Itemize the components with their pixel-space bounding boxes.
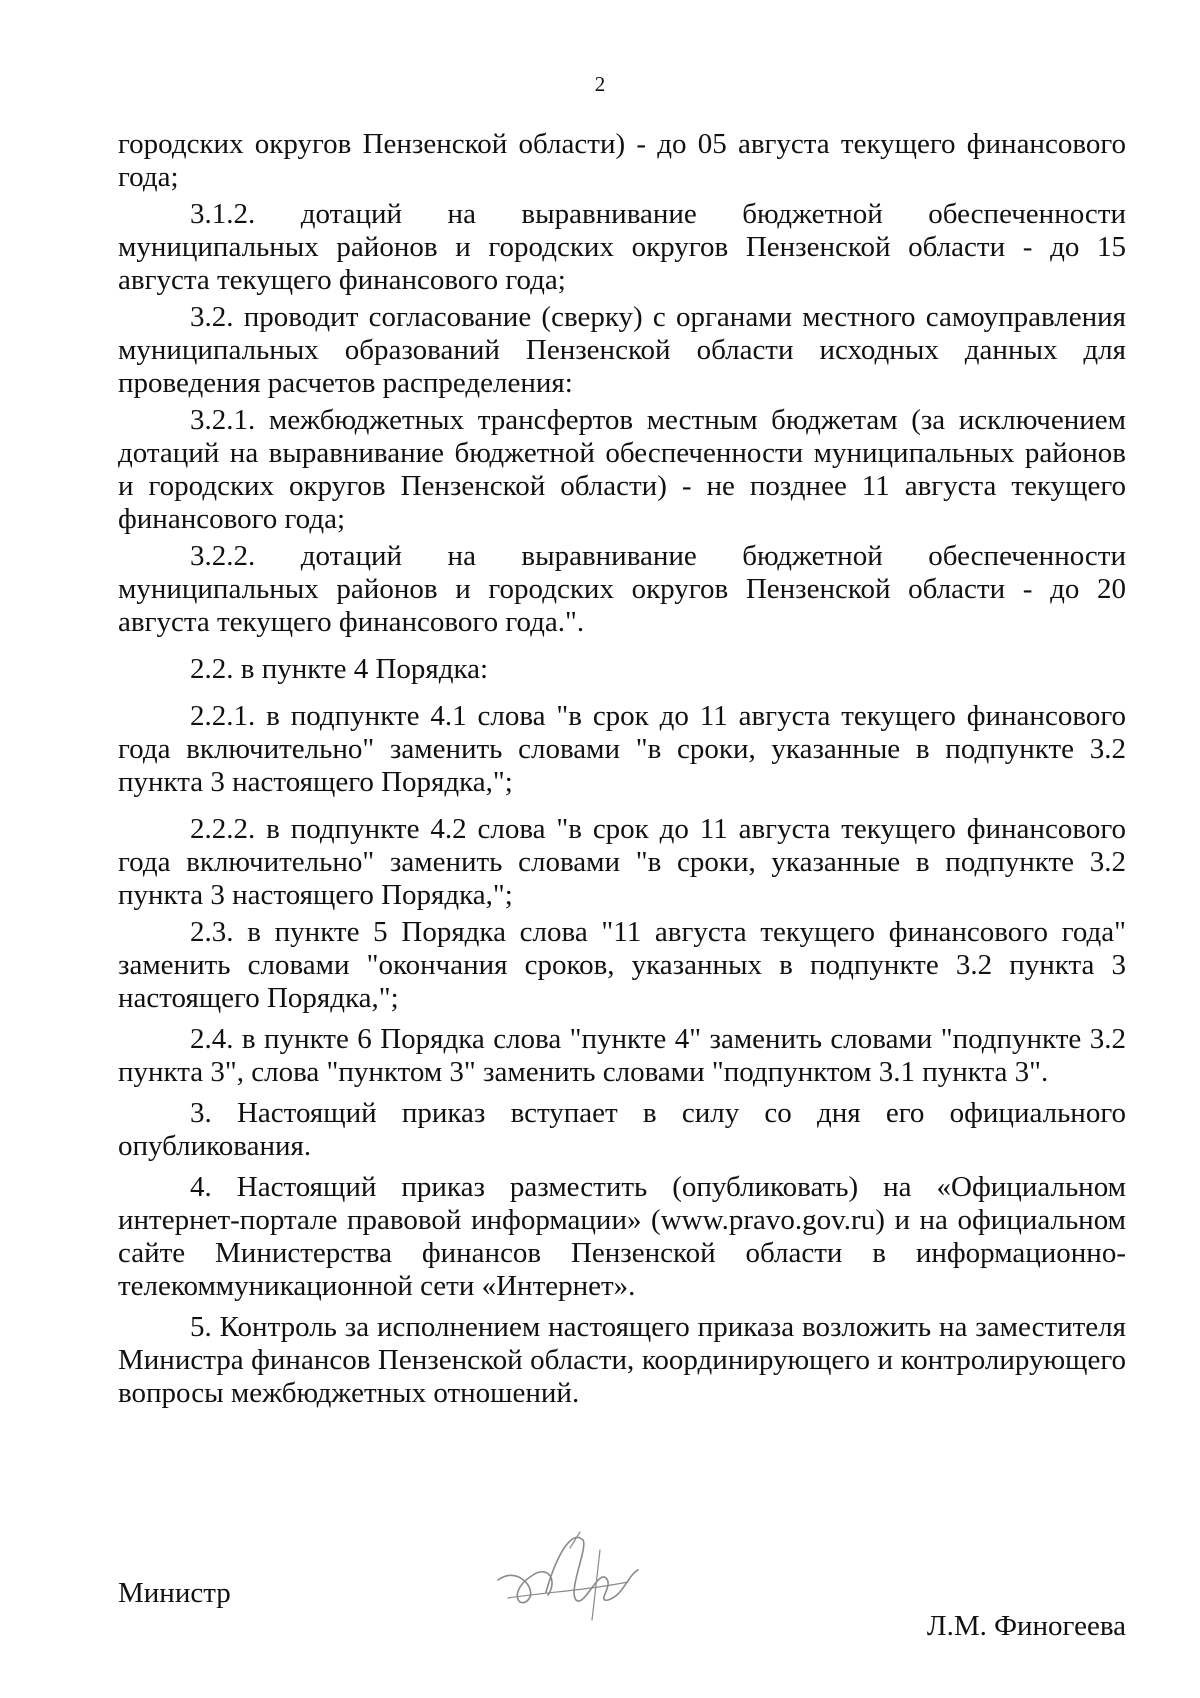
- document-body: [118, 128, 1126, 1414]
- paragraph-5: 5. Контроль за исполнением настоящего приказа возложить на заместителя Министра финансов Пензенской области, координирующего и контролирующего вопросы межбюджетных отношений.: [118, 1311, 1126, 1409]
- paragraph-continuation: городских округов Пензенской области) - до 05 августа текущего финансового года;: [118, 128, 1126, 193]
- paragraph-3-1-2: 3.1.2. дотаций на выравнивание бюджетной обеспеченности муниципальных районов и городских округов Пензенской области - до 15 августа текущего финансового года;: [118, 198, 1126, 296]
- paragraph-3-2: 3.2. проводит согласование (сверку) с органами местного самоуправления муниципальных образований Пензенской области исходных данных для проведения расчетов распределения:: [118, 301, 1126, 399]
- signatory-name: Л.М. Финогеева: [926, 1610, 1126, 1642]
- paragraph-3-2-1: 3.2.1. межбюджетных трансфертов местным бюджетам (за исключением дотаций на выравнивание бюджетной обеспеченности муниципальных районов и городских округов Пензенской области) - не позднее 11 августа текущего финансового года;: [118, 404, 1126, 535]
- paragraph-2-2-1: 2.2.1. в подпункте 4.1 слова "в срок до 11 августа текущего финансового года включительно" заменить словами "в сроки, указанные в подпункте 3.2 пункта 3 настоящего Порядка,";: [118, 700, 1126, 798]
- paragraph-3: 3. Настоящий приказ вступает в силу со дня его официального опубликования.: [118, 1097, 1126, 1162]
- handwritten-signature: [488, 1520, 648, 1630]
- paragraph-2-2-2: 2.2.2. в подпункте 4.2 слова "в срок до 11 августа текущего финансового года включительно" заменить словами "в сроки, указанные в подпункте 3.2 пункта 3 настоящего Порядка,";: [118, 813, 1126, 911]
- paragraph-4: 4. Настоящий приказ разместить (опубликовать) на «Официальном интернет-портале правовой информации» (www.pravo.gov.ru) и на официальном сайте Министерства финансов Пензенской области в информационно-телекоммуникационной сети «Интернет».: [118, 1171, 1126, 1302]
- paragraph-2-4: 2.4. в пункте 6 Порядка слова "пункте 4" заменить словами "подпункте 3.2 пункта 3", слова "пунктом 3" заменить словами "подпунктом 3.1 пункта 3".: [118, 1023, 1126, 1088]
- page-number: 2: [594, 72, 606, 96]
- signature-block: [118, 1555, 1126, 1695]
- signatory-title: Министр: [118, 1577, 231, 1609]
- paragraph-3-2-2: 3.2.2. дотаций на выравнивание бюджетной обеспеченности муниципальных районов и городских округов Пензенской области - до 20 августа текущего финансового года.".: [118, 540, 1126, 638]
- paragraph-2-3: 2.3. в пункте 5 Порядка слова "11 августа текущего финансового года" заменить словами "окончания сроков, указанных в подпункте 3.2 пункта 3 настоящего Порядка,";: [118, 916, 1126, 1014]
- paragraph-2-2: 2.2. в пункте 4 Порядка:: [190, 653, 489, 685]
